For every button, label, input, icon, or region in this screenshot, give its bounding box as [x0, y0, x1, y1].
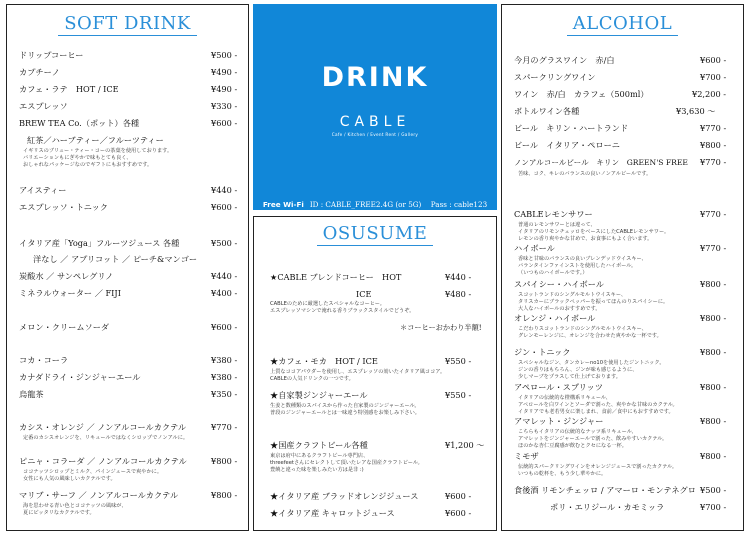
- menu-item: ★国産クラフトビール各種 ¥1,200 ～: [270, 440, 485, 450]
- item-description: バランタインファインストを使用したハイボール。: [518, 263, 637, 269]
- alcohol-title: ALCOHOL: [502, 13, 743, 34]
- item-description: レモンの香り爽やかな甘めで、お食事にもよく合います。: [518, 236, 653, 242]
- soft-drink-panel: [6, 4, 249, 531]
- menu-item: ピニャ・コラーダ ／ ノンアルコールカクテル ¥800 -: [19, 456, 238, 466]
- item-description: いつもの乾杯を、もう少し華やかに。: [518, 471, 607, 477]
- item-description: タリスカーにブラックペッパーを振ってほんのりスパイシーに。: [518, 299, 669, 305]
- menu-item: ボトルワイン各種 ¥3,630 ～: [514, 106, 716, 116]
- menu-item: CABLEレモンサワー ¥770 -: [514, 209, 727, 219]
- item-description: こちらもイタリアの伝統的なナッツ系リキュール、: [518, 429, 637, 435]
- item-description: 香味と甘味のバランスの良いブレンデッドウイスキー、: [518, 256, 647, 262]
- menu-item: エスプレッソ・トニック ¥600 -: [19, 202, 238, 212]
- item-description: イギリスのブリュー・ティー・コーの茶葉を使用しております。: [23, 148, 173, 154]
- item-description: エスプレッソマシンで淹れる香りブラックスタイルでどうぞ。: [270, 308, 415, 314]
- item-description: ジンの香りはもちろん、ジンが味も感じるように、: [518, 367, 638, 373]
- item-description: 夏にピッタリなカクテルです。: [23, 510, 95, 516]
- menu-item: アマレット・ジンジャー ¥800 -: [514, 416, 727, 426]
- menu-item: カプチーノ ¥490 -: [19, 67, 238, 77]
- item-description: 豊饒と違った味を楽しみたい方は是非 :): [270, 467, 364, 473]
- item-description: 定番のカシスオレンジを、リキュールではなくシロップでノンアルに。: [23, 435, 189, 441]
- cable-logo: CABLE: [339, 114, 411, 130]
- menu-item: BREW TEA Co.（ポット）各種 ¥600 -: [19, 118, 238, 128]
- item-description: 海を思わせる青い色とココナッツの風味が、: [23, 503, 127, 509]
- item-description: （いつものハイボールです。）: [518, 270, 588, 276]
- osusume-panel: [253, 216, 497, 531]
- menu-item: ワイン 赤/白 カラフェ（500ml） ¥2,200 -: [514, 89, 727, 99]
- menu-item: ★自家製ジンジャーエール ¥550 -: [270, 390, 472, 400]
- menu-item: カシス・オレンジ ／ ノンアルコールカクテル ¥770 -: [19, 422, 238, 432]
- item-description: CABLEのために厳選したスペシャルなコーヒー。: [270, 301, 385, 307]
- menu-item: カナダドライ・ジンジャーエール ¥380 -: [19, 372, 238, 382]
- menu-item: ジン・トニック ¥800 -: [514, 347, 727, 357]
- menu-item: メロン・クリームソーダ ¥600 -: [19, 322, 238, 332]
- item-description: ほのかな杏仁豆腐感が飲むとクセになる一杯。: [518, 443, 627, 449]
- drink-hero-banner: [253, 4, 497, 210]
- item-description: アマレットをジンジャーエールで割った、飲みやすいカクテル。: [518, 436, 668, 442]
- item-description: ココナッツシロップとミルク、パインジュースで爽やかに。: [23, 469, 163, 475]
- item-description: 普段のジンジャーエールとは一味違う特別感をお楽しみ下さい。: [270, 410, 420, 416]
- menu-item: ★イタリア産 ブラッドオレンジジュース ¥600 -: [270, 491, 472, 501]
- refill-note: ＊コーヒーおかわり半額!: [400, 323, 482, 332]
- menu-item: ★CABLE ブレンドコーヒー HOT ¥440 -: [270, 272, 472, 282]
- item-description: アペロールを白ワインとソーダで割った、爽やかな甘味のカクテル。: [518, 402, 678, 408]
- menu-item: エスプレッソ ¥330 -: [19, 101, 238, 111]
- item-description: イタリアでも老若男女に楽しまれ、食前／食中にもおすすめです。: [518, 409, 674, 415]
- menu-item: ミネラルウォーター ／ FIJI ¥400 -: [19, 288, 238, 298]
- menu-item: ポリ・エリジール・カモミッラ ¥700 -: [550, 502, 727, 512]
- item-description: バリエーションもにぎやかで味もとても良く、: [23, 155, 132, 161]
- item-description: 生姜と数種類のスパイスから作った自家製のジンジャーエール。: [270, 403, 420, 409]
- menu-item: ビール キリン・ハートランド ¥770 -: [514, 123, 727, 133]
- item-description: 少しマーブをプラスして仕上げております。: [518, 374, 621, 380]
- menu-item: アイスティー ¥440 -: [19, 185, 238, 195]
- menu-item: 烏龍茶 ¥350 -: [19, 389, 238, 399]
- menu-item: マリブ・サーフ ／ ノンアルコールカクテル ¥800 -: [19, 490, 238, 500]
- item-description: 伝統的スパークリングワインをオレンジジュースで割ったカクテル。: [518, 464, 678, 470]
- item-description: 普通のレモンサワーとは違って、: [518, 222, 596, 228]
- menu-item: スパイシー・ハイボール ¥800 -: [514, 279, 727, 289]
- menu-item: 炭酸水 ／ サンペレグリノ ¥440 -: [19, 271, 238, 281]
- menu-item: イタリア産「Yoga」フルーツジュース 各種 ¥500 -: [19, 238, 238, 248]
- item-description: threefeetさんにセレクトして頂いたレアな国産クラフトビール。: [270, 460, 423, 466]
- wifi-credentials: ID : CABLE_FREE2.4G (or 5G) Pass : cable123: [309, 200, 488, 209]
- menu-item: スパークリングワイン ¥700 -: [514, 72, 727, 82]
- menu-item: ドリップコーヒー ¥500 -: [19, 50, 238, 60]
- menu-item: ★イタリア産 キャロットジュース ¥600 -: [270, 508, 472, 518]
- item-description: おしゃれなパッケージなのでギフトにもおすすめです。: [23, 162, 153, 168]
- wifi-label: Free Wi-Fi: [262, 200, 304, 209]
- item-description: イタリアの伝統的な橙構系リキュール、: [518, 395, 611, 401]
- menu-item: オレンジ・ハイボール ¥800 -: [514, 313, 727, 323]
- item-description: 上質なココアパウダーを使用し、エスプレッソの効いたイタリア風ココア。: [270, 369, 446, 375]
- menu-item: ミモザ ¥800 -: [514, 451, 727, 461]
- cable-tagline: Cafe / Kitchen / Event Rent / Gallery: [331, 132, 419, 137]
- menu-item: ICE ¥480 -: [356, 289, 472, 299]
- item-description: 女性にも人気の風味しいカクテルです。: [23, 476, 116, 482]
- item-description: こだわりスコットランドのシングルモルトウイスキー、: [518, 326, 647, 332]
- menu-item: 食後酒 リモンチェッロ / アマーロ・モンテネグロ ¥500 -: [514, 485, 727, 495]
- menu-item: ノンアルコールビール キリン GREEN'S FREE ¥770 -: [514, 157, 727, 167]
- menu-item: ★カフェ・モカ HOT / ICE ¥550 -: [270, 356, 472, 366]
- item-description: イタリアのリモンチェッロをベースにしたCABLEレモンサワー。: [518, 229, 670, 235]
- item-description: 苦味、コク、キレのバランスの良いノンアルビールです。: [518, 171, 652, 177]
- soft-drink-title: SOFT DRINK: [7, 13, 248, 34]
- drink-title: DRINK: [321, 62, 429, 93]
- item-description: スコットランドのシングルモルトウイスキー、: [518, 292, 627, 298]
- item-description: グレンモーレンジに、オレンジを合わせた爽やかな一杯です。: [518, 333, 662, 339]
- item-description: CABLEの人気ドリンクの一つです。: [270, 376, 354, 382]
- menu-item: コカ・コーラ ¥380 -: [19, 355, 238, 365]
- item-description: 大人なハイボールのおすすめです。: [518, 306, 601, 312]
- osusume-title: OSUSUME: [254, 223, 496, 244]
- menu-item: ハイボール ¥770 -: [514, 243, 727, 253]
- item-description: 東京は府中にあるクラフトビール専門店、: [270, 453, 369, 459]
- menu-item: アペロール・スプリッツ ¥800 -: [514, 382, 727, 392]
- menu-item-sub: 洋なし ／ アプリコット ／ ピーチ&マンゴー: [33, 254, 198, 264]
- item-description: スペシャルなジン、タンカレーno10を使用したジントニック。: [518, 360, 665, 366]
- menu-item: ビール イタリア・ペローニ ¥800 -: [514, 140, 727, 150]
- alcohol-panel: [501, 4, 744, 531]
- menu-item: 今月のグラスワイン 赤/白 ¥600 -: [514, 55, 727, 65]
- menu-item: カフェ・ラテ HOT / ICE ¥490 -: [19, 84, 238, 94]
- menu-item-sub: 紅茶／ハーブティー／フルーツティー: [27, 135, 164, 145]
- wifi-info: [253, 200, 497, 210]
